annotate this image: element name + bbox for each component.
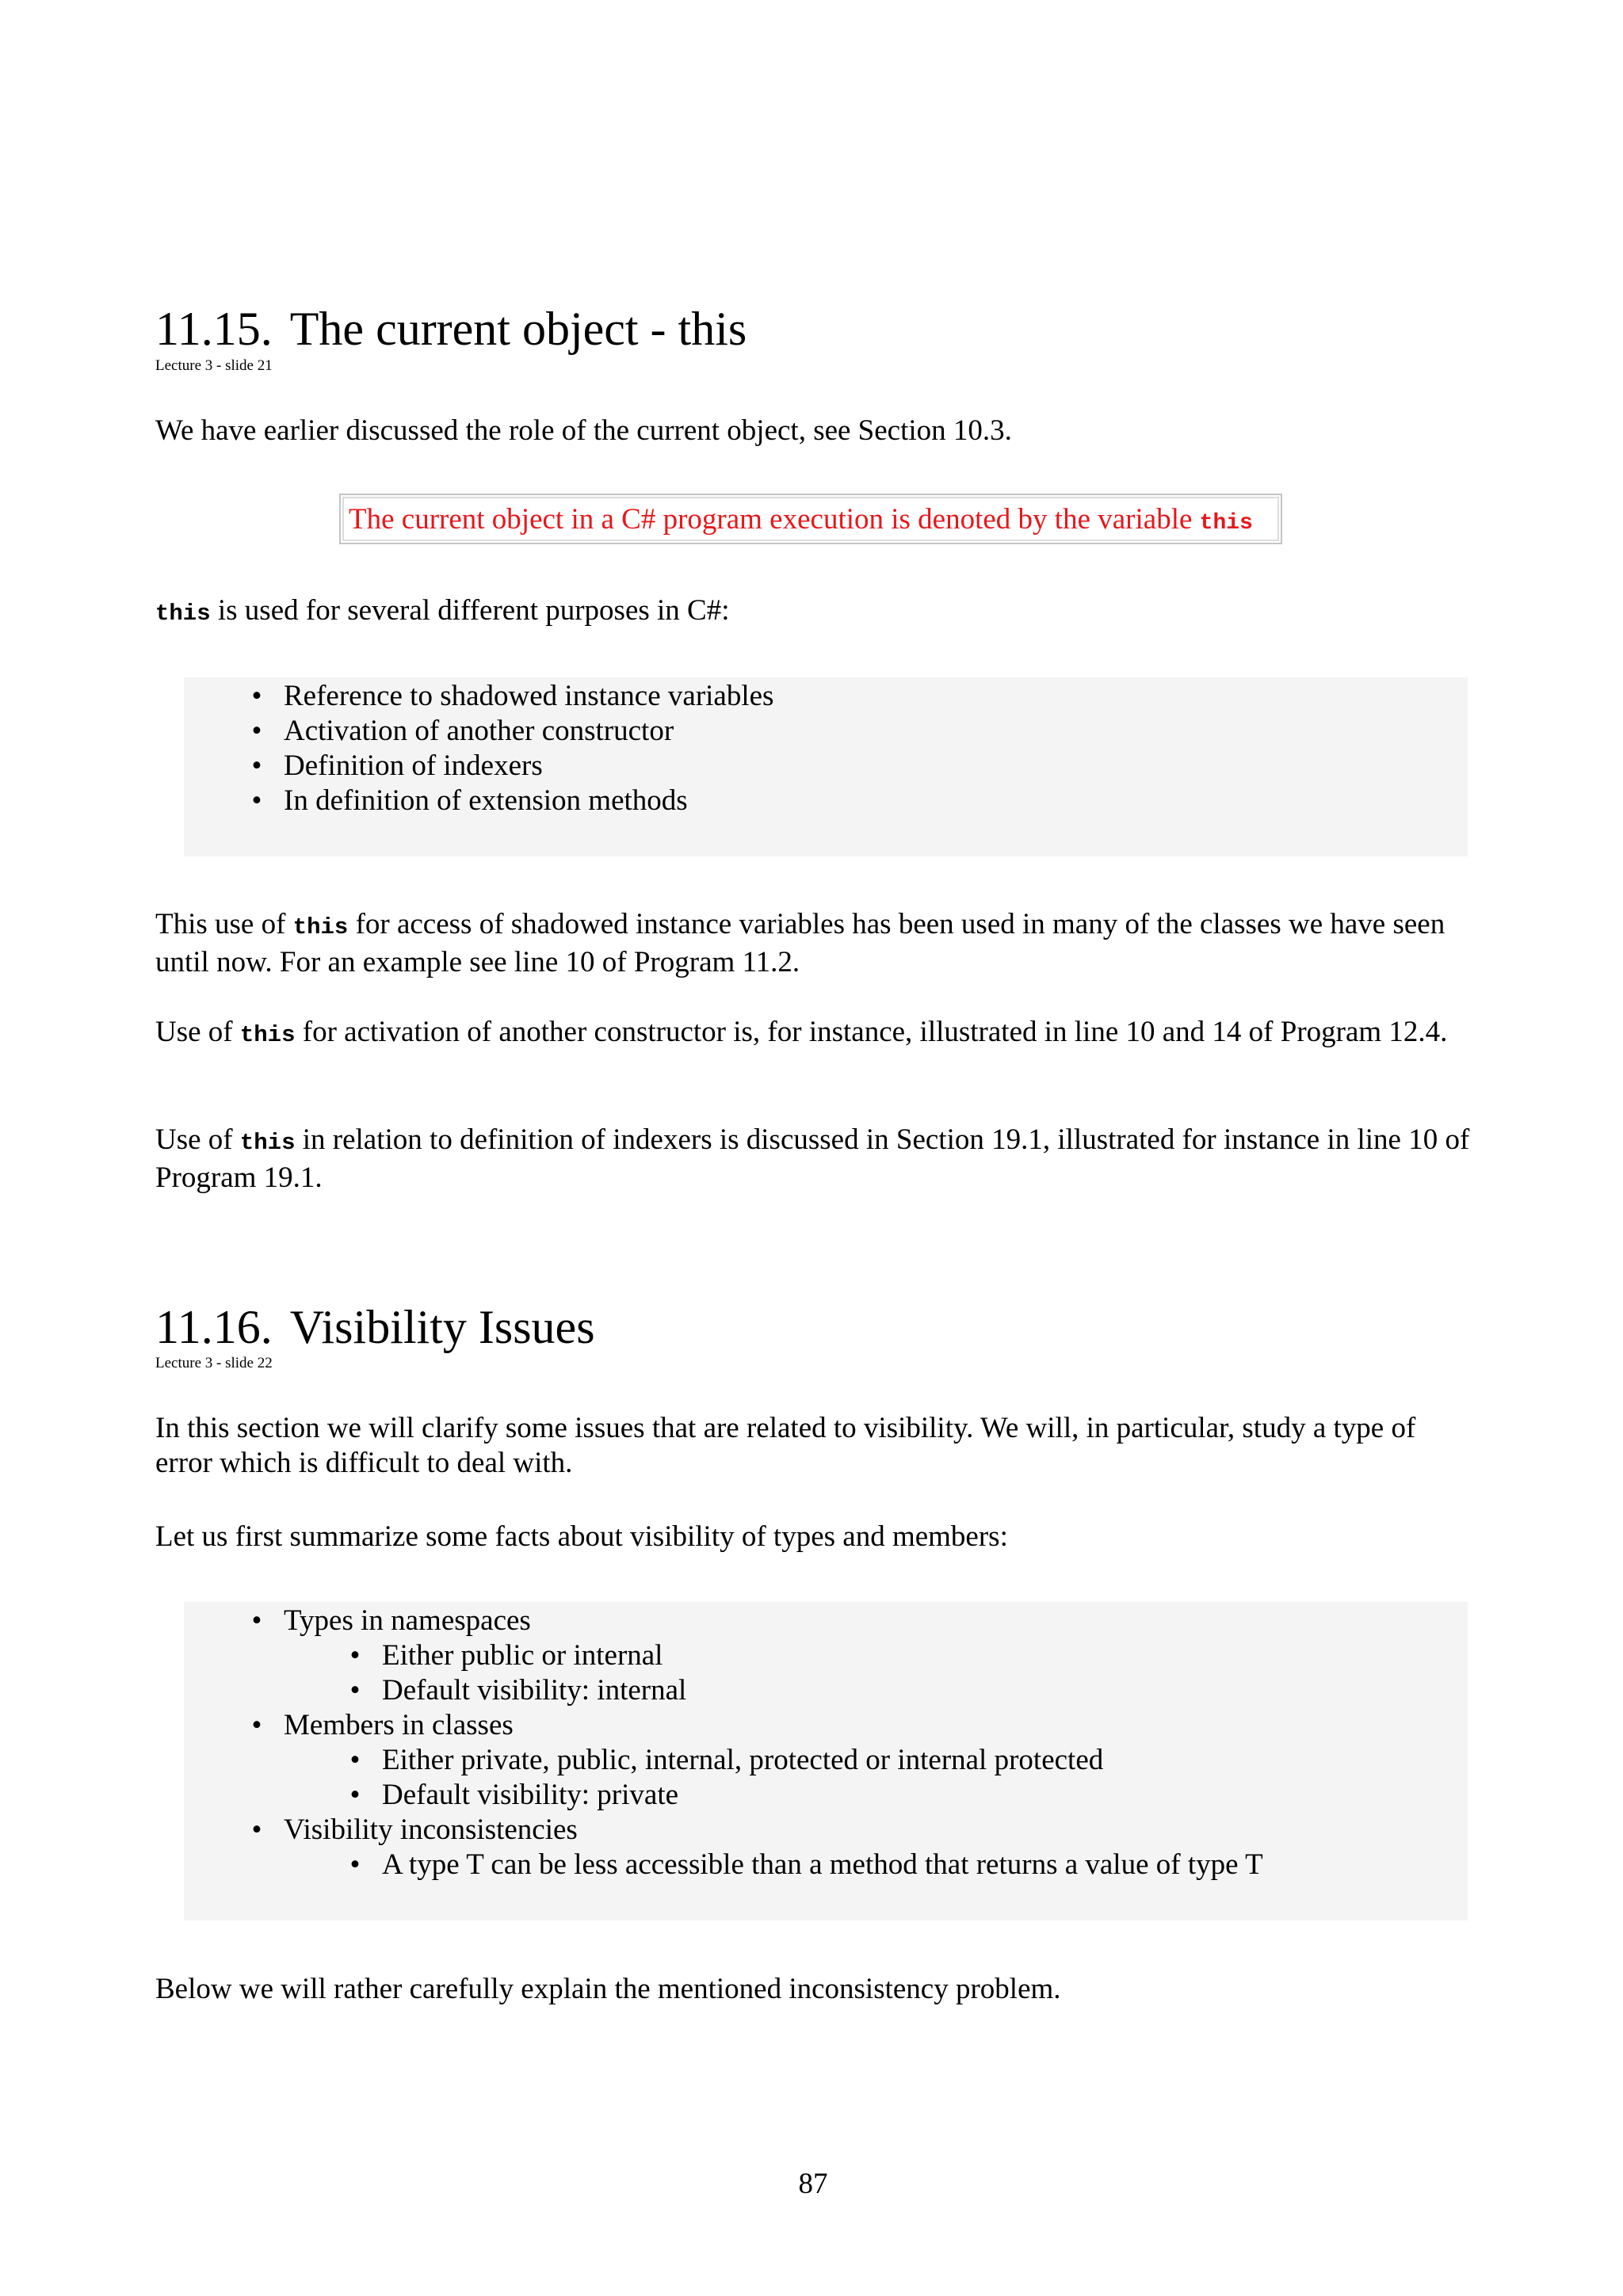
list-item: • Activation of another constructor [184, 714, 1468, 749]
section-title-text: The current object - this [289, 303, 747, 355]
bullet-icon: • [349, 1744, 361, 1776]
bullet-icon: • [251, 1814, 262, 1846]
visibility-intro-paragraph: In this section we will clarify some issues that are related to visibility. We will, in particular, study a type of error which is difficult to deal with. [155, 1412, 1416, 1479]
section-heading-current-object [155, 305, 747, 353]
sub-list-item: • A type T can be less accessible than a method that returns a value of type T [184, 1848, 1468, 1882]
bullet-icon: • [349, 1779, 361, 1811]
bullet-icon: • [251, 680, 262, 712]
sub-list-item: • Default visibility: internal [184, 1673, 1468, 1708]
bullet-icon: • [251, 784, 262, 817]
bullet-icon: • [349, 1639, 361, 1672]
inline-code: this [155, 601, 211, 627]
list-item: • Reference to shadowed instance variables [184, 679, 1468, 714]
purposes-list [184, 677, 1468, 818]
section-number: 11.15. [155, 303, 273, 355]
bullet-icon: • [349, 1674, 361, 1707]
callout-code: this [1199, 511, 1253, 536]
sub-list-item: • Either private, public, internal, protected or internal protected [184, 1743, 1468, 1778]
list-item: • Types in namespaces [184, 1604, 1468, 1638]
callout-text [342, 497, 1279, 541]
callout-box [339, 494, 1282, 544]
inline-code: this [292, 914, 349, 940]
bullet-icon: • [251, 1604, 262, 1637]
visibility-facts-box [184, 1602, 1468, 1920]
list-item: • In definition of extension methods [184, 784, 1468, 818]
slide-reference: Lecture 3 - slide 22 [155, 1355, 273, 1371]
shadowed-variables-paragraph: This use of this for access of shadowed instance variables has been used in many of the classes we have seen until now. For an example see line 10 of Program 11.2. [155, 908, 1445, 978]
intro-paragraph: We have earlier discussed the role of the current object, see Section 10.3. [155, 414, 1012, 447]
sub-list-item: • Default visibility: private [184, 1778, 1468, 1813]
sub-list-item: • Either public or internal [184, 1638, 1468, 1673]
summary-lead-paragraph: Let us first summarize some facts about visibility of types and members: [155, 1520, 1008, 1553]
section-number: 11.16. [155, 1301, 273, 1353]
indexers-paragraph: Use of this in relation to definition of indexers is discussed in Section 19.1, illustrated for instance in line 10 of Program 19.1. [155, 1123, 1470, 1194]
inline-code: this [239, 1022, 296, 1048]
list-item: • Visibility inconsistencies [184, 1813, 1468, 1848]
list-item: • Definition of indexers [184, 749, 1468, 784]
inline-code: this [239, 1130, 296, 1156]
bullet-icon: • [251, 1709, 262, 1741]
slide-reference: Lecture 3 - slide 21 [155, 357, 273, 374]
closing-paragraph: Below we will rather carefully explain the mentioned inconsistency problem. [155, 1973, 1061, 2005]
purposes-lead-text: is used for several different purposes in C#: [210, 594, 730, 627]
callout-sentence: The current object in a C# program execution is denoted by the variable [349, 503, 1200, 536]
constructor-paragraph: Use of this for activation of another constructor is, for instance, illustrated in line 10 and 14 of Program 12.4. [155, 1016, 1448, 1048]
bullet-icon: • [251, 749, 262, 782]
section-title-text: Visibility Issues [289, 1301, 595, 1353]
page-number: 87 [798, 2168, 828, 2200]
bullet-icon: • [349, 1848, 361, 1881]
list-item: • Members in classes [184, 1708, 1468, 1743]
visibility-facts-list [184, 1602, 1468, 1882]
purposes-lead-paragraph [155, 593, 1471, 631]
section-heading-visibility-issues [155, 1303, 595, 1351]
purposes-list-box [184, 677, 1468, 856]
bullet-icon: • [251, 715, 262, 747]
